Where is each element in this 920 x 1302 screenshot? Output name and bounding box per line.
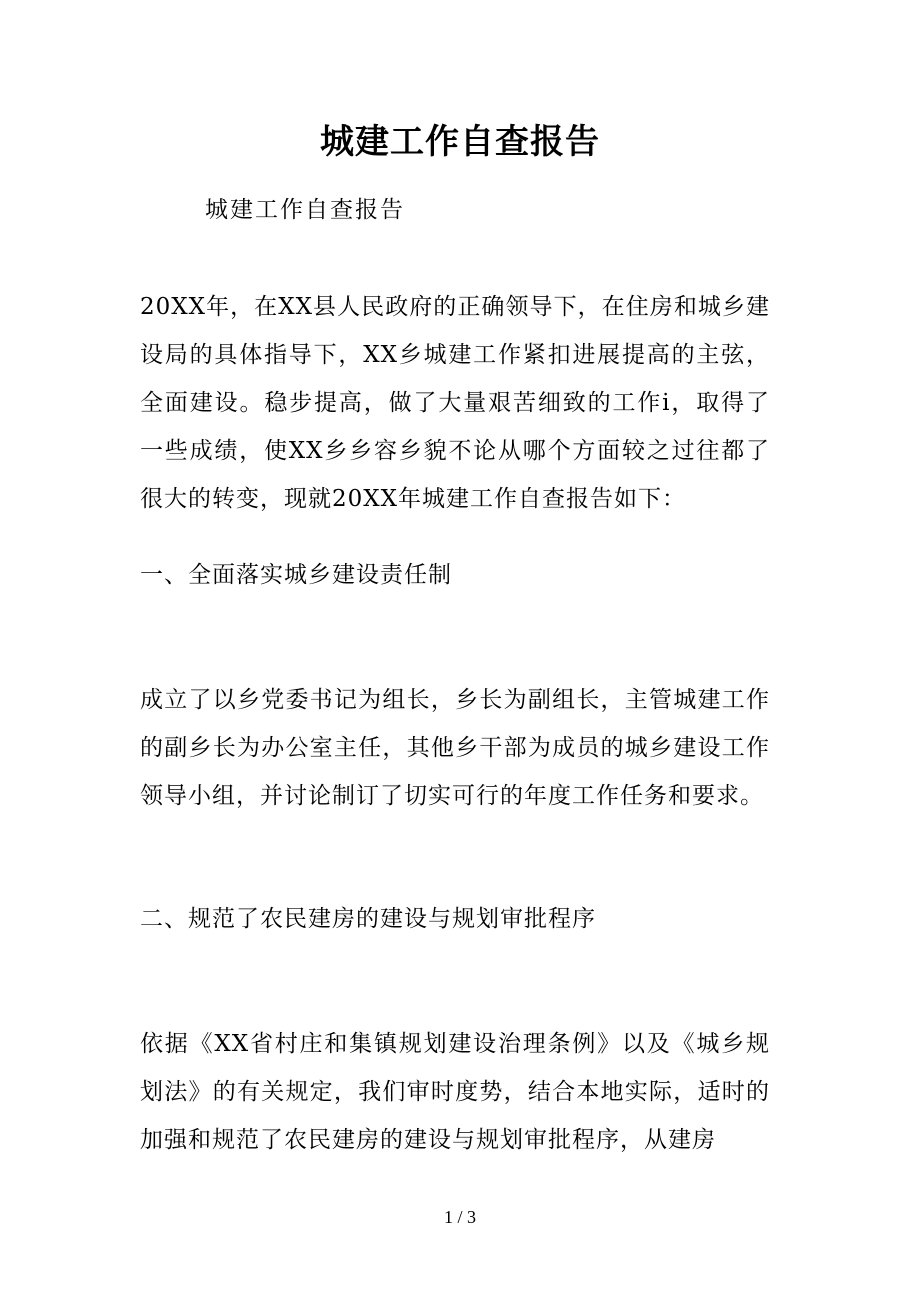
- section-heading-1: 一、全面落实城乡建设责任制: [140, 562, 452, 588]
- document-title: 城建工作自查报告: [320, 122, 600, 162]
- document-subtitle: 城建工作自查报告: [205, 197, 405, 223]
- section-heading-2: 二、规范了农民建房的建设与规划审批程序: [140, 906, 596, 932]
- paragraph-intro: 20XX年，在XX县人民政府的正确领导下，在住房和城乡建设局的具体指导下，XX乡城建工作紧扣进展提高的主弦，全面建设。稳步提高，做了大量艰苦细致的工作i，取得了一些成绩，使XX乡乡容乡貌不论从哪个方面较之过往都了很大的转变，现就20XX年城建工作自查报告如下：: [140, 294, 770, 512]
- page-number: 1 / 3: [443, 1207, 476, 1227]
- paragraph-section-1: 成立了以乡党委书记为组长，乡长为副组长，主管城建工作的副乡长为办公室主任，其他乡干部为成员的城乡建设工作领导小组，并讨论制订了切实可行的年度工作任务和要求。: [140, 687, 770, 809]
- paragraph-section-2: 依据《XX省村庄和集镇规划建设治理条例》以及《城乡规划法》的有关规定，我们审时度势，结合本地实际，适时的加强和规范了农民建房的建设与规划审批程序，从建房: [140, 1031, 770, 1153]
